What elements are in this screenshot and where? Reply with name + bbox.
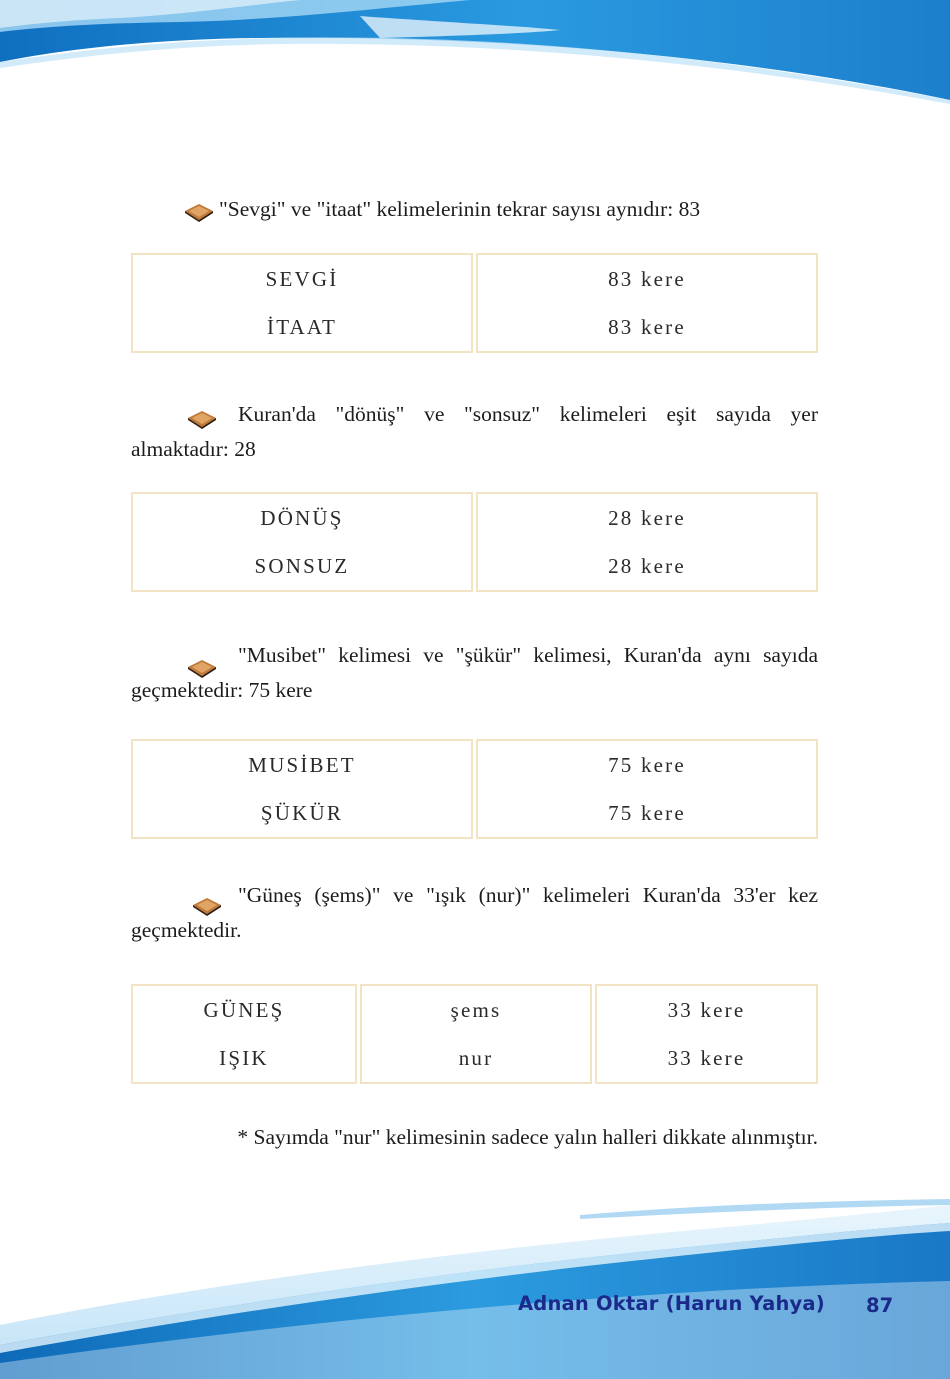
section-3-intro-text: "Musibet" kelimesi ve "şükür" kelimesi, Kuran'da aynı sayıda geçmektedir: 75 kere [131,643,818,702]
table-word: GÜNEŞ [203,998,285,1022]
section-1-intro-text: "Sevgi" ve "itaat" kelimelerinin tekrar sayısı aynıdır: 83 [219,197,701,221]
table-cell-word [131,492,473,592]
table-count: 75 kere [608,753,686,777]
table-count: 33 kere [667,1046,746,1070]
table-word: IŞIK [219,1046,269,1070]
section-2-intro [131,397,818,467]
table-word: SEVGİ [265,267,339,291]
table-arabic-word: şems [450,998,502,1022]
table-word: SONSUZ [254,554,350,578]
section-2-table [131,492,818,592]
section-1-table [131,253,818,353]
table-cell-count [476,253,818,353]
table-count: 28 kere [608,506,686,530]
table-cell-word [131,253,473,353]
section-4-table [131,984,818,1084]
table-arabic-word: nur [458,1046,494,1070]
section-3-table [131,739,818,839]
section-2-intro-text: Kuran'da "dönüş" ve "sonsuz" kelimeleri eşit sayıda yer almaktadır: 28 [131,402,818,461]
table-count: 75 kere [608,801,686,825]
table-cell-count [595,984,818,1084]
table-word: ŞÜKÜR [260,801,344,825]
table-count: 28 kere [608,554,686,578]
book-icon [191,895,223,917]
footer-author: Adnan Oktar (Harun Yahya) [518,1292,825,1315]
bottom-wave-decoration [0,1175,950,1379]
table-count: 83 kere [608,315,686,339]
page-number: 87 [866,1294,894,1317]
table-cell-word [131,739,473,839]
section-1-intro [131,192,818,227]
table-word: İTAAT [267,315,337,339]
footnote: * Sayımda "nur" kelimesinin sadece yalın halleri dikkate alınmıştır. [237,1125,818,1149]
table-cell-count [476,492,818,592]
table-cell-arabic [360,984,592,1084]
section-4-intro-text: "Güneş (şems)" ve "ışık (nur)" kelimeleri Kuran'da 33'er kez geçmektedir. [131,883,818,942]
book-icon [186,408,218,430]
book-icon [186,657,218,679]
top-wave-decoration [0,0,950,110]
table-word: MUSİBET [248,753,356,777]
table-count: 83 kere [608,267,686,291]
book-icon [183,201,215,223]
section-4-intro [131,878,818,948]
table-cell-word [131,984,357,1084]
table-word: DÖNÜŞ [260,506,344,530]
table-count: 33 kere [667,998,746,1022]
table-cell-count [476,739,818,839]
section-3-intro [131,638,818,708]
